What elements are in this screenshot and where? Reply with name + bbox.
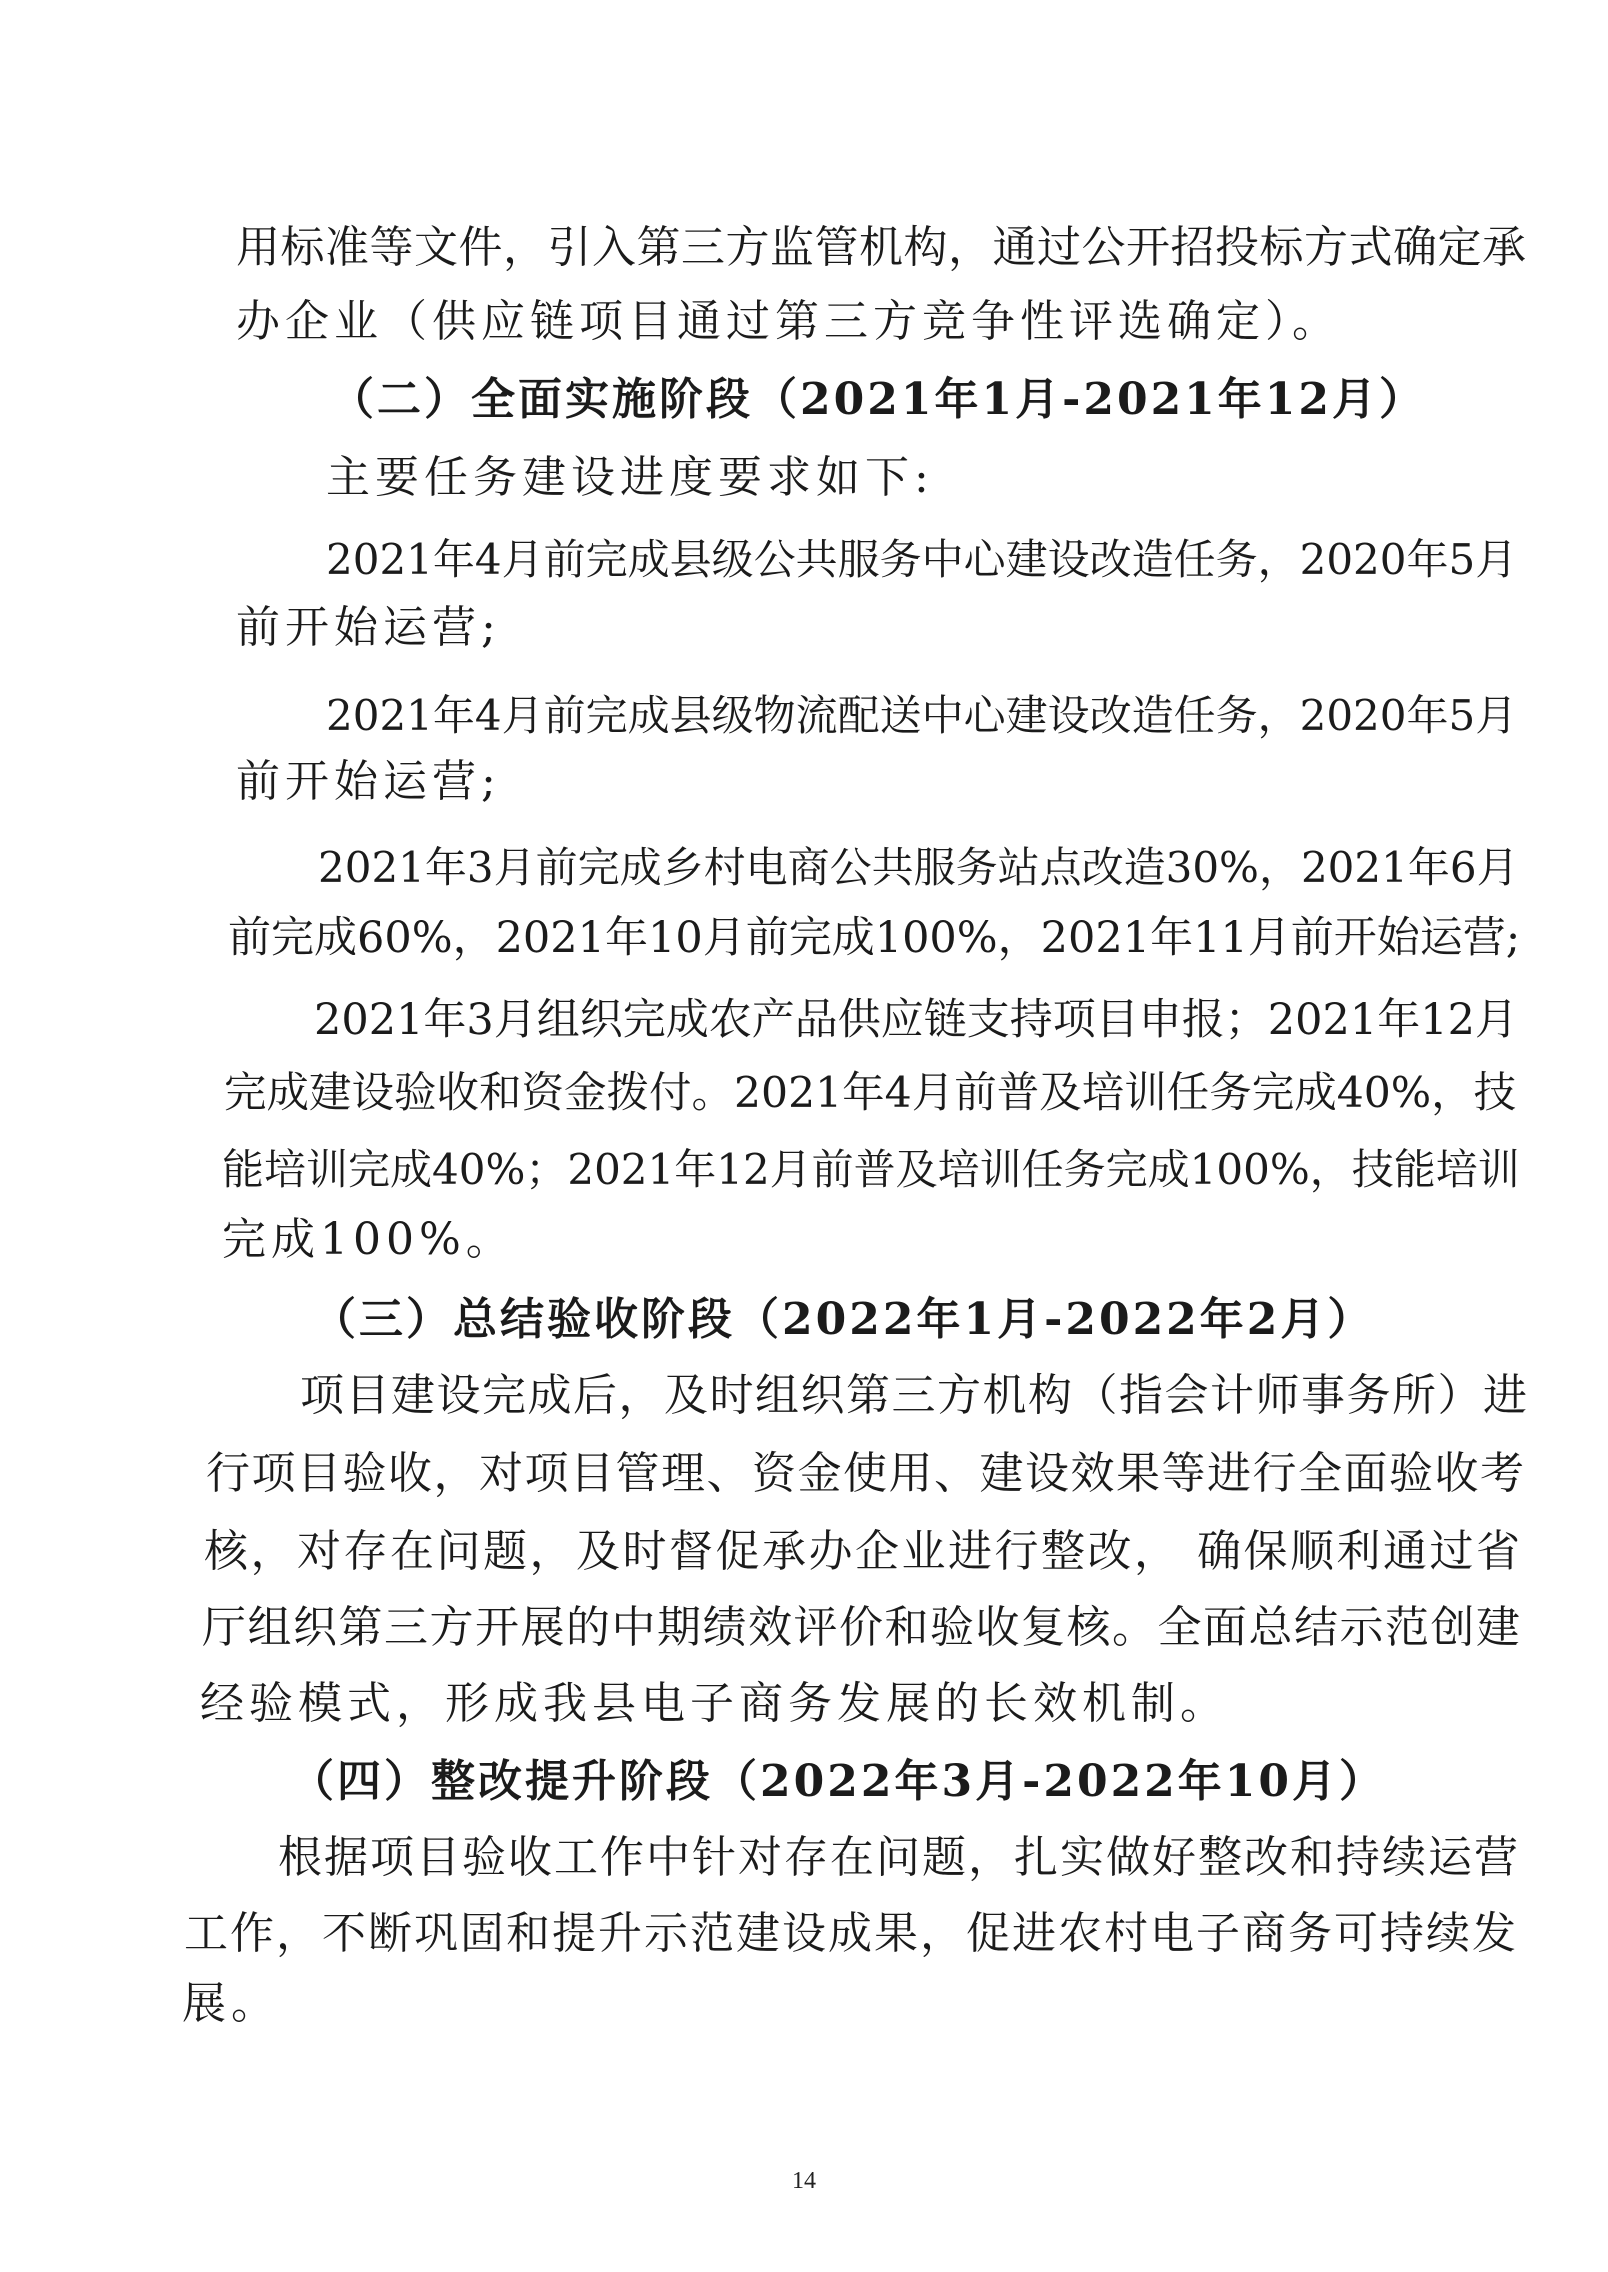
body-line: 2021年4月前完成县级公共服务中心建设改造任务，2020年5月 [326, 535, 1518, 584]
section-heading: （二）全面实施阶段（2021年1月-2021年12月） [330, 374, 1427, 425]
body-line: 前完成60%，2021年10月前完成100%，2021年11月前开始运营; [228, 913, 1521, 963]
body-line: 主要任务建设进度要求如下: [326, 452, 934, 503]
body-line: 根据项目验收工作中针对存在问题，扎实做好整改和持续运营 [278, 1832, 1520, 1883]
body-line: 办企业（供应链项目通过第三方竞争性评选确定）。 [236, 296, 1341, 347]
body-line: 用标准等文件，引入第三方监管机构，通过公开招投标方式确定承 [236, 222, 1527, 273]
body-line: 核，对存在问题，及时督促承办企业进行整改， 确保顺利通过省 [204, 1526, 1523, 1577]
body-line: 前开始运营; [236, 602, 501, 653]
body-line: 经验模式，形成我县电子商务发展的长效机制。 [200, 1678, 1229, 1729]
body-line: 能培训完成40%；2021年12月前普及培训任务完成100%，技能培训 [222, 1145, 1520, 1194]
body-line: 行项目验收，对项目管理、资金使用、建设效果等进行全面验收考 [206, 1448, 1526, 1499]
body-line: 工作，不断巩固和提升示范建设成果，促进农村电子商务可持续发 [184, 1908, 1518, 1959]
body-line: 厅组织第三方开展的中期绩效评价和验收复核。全面总结示范创建 [202, 1602, 1522, 1653]
body-line: 2021年4月前完成县级物流配送中心建设改造任务，2020年5月 [326, 691, 1518, 740]
body-line: 完成100%。 [222, 1214, 515, 1265]
body-line: 2021年3月前完成乡村电商公共服务站点改造30%，2021年6月 [318, 843, 1519, 892]
section-heading: （四）整改提升阶段（2022年3月-2022年10月） [290, 1756, 1387, 1807]
body-line: 2021年3月组织完成农产品供应链支持项目申报；2021年12月 [314, 995, 1518, 1045]
body-line: 前开始运营; [236, 756, 501, 807]
body-line: 项目建设完成后，及时组织第三方机构（指会计师事务所）进 [300, 1370, 1529, 1421]
body-line: 展。 [182, 1978, 280, 2029]
body-line: 完成建设验收和资金拨付。2021年4月前普及培训任务完成40%，技 [224, 1069, 1517, 1118]
page-number: 14 [792, 2168, 816, 2194]
section-heading: （三）总结验收阶段（2022年1月-2022年2月） [312, 1294, 1375, 1345]
